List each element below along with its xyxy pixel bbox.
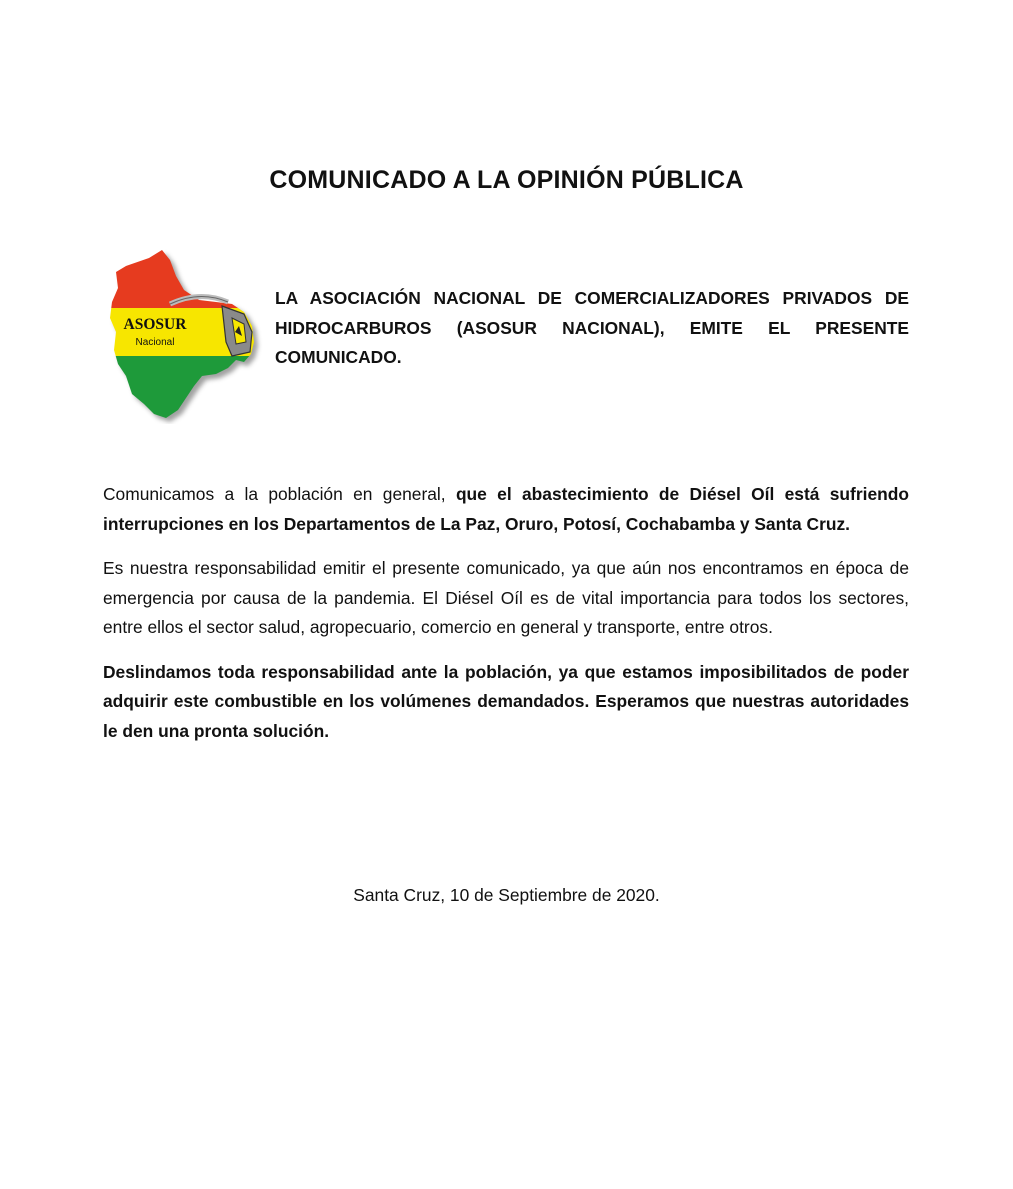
- paragraph-1-emphasis: que el abastecimiento de Diésel Oíl está sufriendo interrupciones en los Departamentos de La Paz, Oruro, Potosí, Cochabamba y Santa Cruz.: [103, 484, 909, 534]
- bolivia-map-logo-icon: [104, 246, 264, 424]
- asosur-logo: [104, 246, 264, 424]
- paragraph-2: Es nuestra responsabilidad emitir el presente comunicado, ya que aún nos encontramos en época de emergencia por causa de la pandemia. El Diésel Oíl es de vital importancia para todos los sectores, entre ellos el sector salud, agropecuario, comercio en general y transporte, entre otros.: [103, 558, 909, 637]
- intro-statement: LA ASOCIACIÓN NACIONAL DE COMERCIALIZADORES PRIVADOS DE HIDROCARBUROS (ASOSUR NACIONAL), EMITE EL PRESENTE COMUNICADO.: [275, 288, 909, 367]
- page-title: COMUNICADO A LA OPINIÓN PÚBLICA: [269, 166, 744, 194]
- communique-body: [103, 480, 909, 761]
- paragraph-1-lead: Comunicamos a la población en general,: [103, 484, 456, 504]
- paragraph-1: [103, 480, 909, 539]
- paragraph-3: Deslindamos toda responsabilidad ante la población, ya que estamos imposibilitados de poder adquirir este combustible en los volúmenes demandados. Esperamos que nuestras autoridades le den una pronta solución.: [103, 661, 909, 741]
- logo-name: ASOSUR: [123, 316, 187, 333]
- logo-subtitle: Nacional: [135, 337, 175, 348]
- place-date: Santa Cruz, 10 de Septiembre de 2020.: [353, 885, 660, 905]
